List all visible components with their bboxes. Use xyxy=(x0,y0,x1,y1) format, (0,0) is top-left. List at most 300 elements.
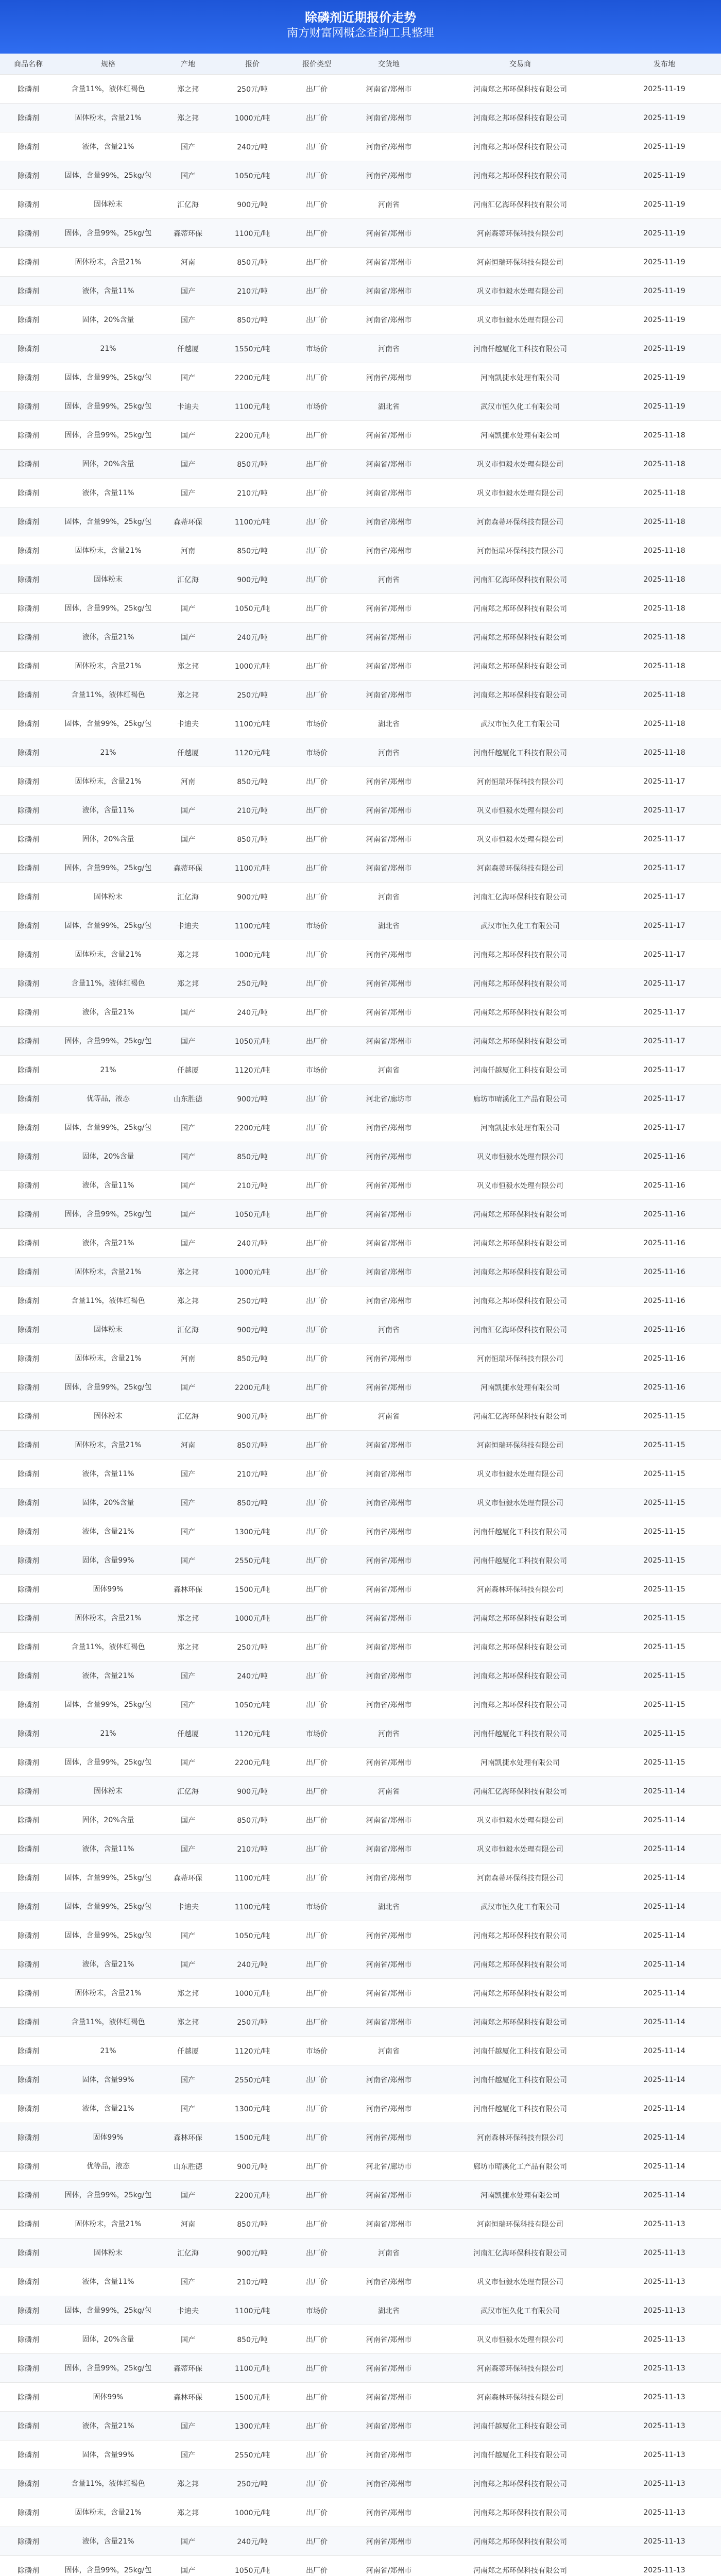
product-name-cell: 除磷剂 xyxy=(0,2181,57,2210)
spec-cell: 含量11%，液体红褐色 xyxy=(57,969,160,998)
table-body xyxy=(0,75,721,2576)
product-name-cell: 除磷剂 xyxy=(0,1431,57,1460)
dealer-cell: 河南郑之邦环保科技有限公司 xyxy=(433,1258,608,1286)
price-cell: 2200元/吨 xyxy=(216,363,288,392)
dealer-cell: 河南汇亿海环保科技有限公司 xyxy=(433,190,608,219)
delivery-cell: 河南省/郑州市 xyxy=(345,594,433,623)
table-row xyxy=(0,1027,721,1056)
delivery-cell: 湖北省 xyxy=(345,709,433,738)
delivery-cell: 河南省/郑州市 xyxy=(345,2527,433,2556)
table-row xyxy=(0,1142,721,1171)
price-type-cell: 出厂价 xyxy=(288,767,345,796)
table-row xyxy=(0,2210,721,2239)
date-cell: 2025-11-16 xyxy=(608,1373,721,1402)
dealer-cell: 河南森林环保科技有限公司 xyxy=(433,2383,608,2412)
origin-cell: 郑之邦 xyxy=(160,1604,216,1633)
dealer-cell: 武汉市恒久化工有限公司 xyxy=(433,911,608,940)
price-type-cell: 出厂价 xyxy=(288,2065,345,2094)
product-name-cell: 除磷剂 xyxy=(0,825,57,854)
table-row xyxy=(0,883,721,911)
origin-cell: 河南 xyxy=(160,1431,216,1460)
origin-cell: 国产 xyxy=(160,1027,216,1056)
product-name-cell: 除磷剂 xyxy=(0,1575,57,1604)
price-type-cell: 出厂价 xyxy=(288,1979,345,2008)
product-name-cell: 除磷剂 xyxy=(0,1690,57,1719)
dealer-cell: 巩义市恒毅水处理有限公司 xyxy=(433,1171,608,1200)
date-cell: 2025-11-14 xyxy=(608,2181,721,2210)
date-cell: 2025-11-19 xyxy=(608,161,721,190)
price-type-cell: 出厂价 xyxy=(288,1748,345,1777)
price-type-cell: 出厂价 xyxy=(288,1373,345,1402)
price-type-cell: 出厂价 xyxy=(288,1921,345,1950)
origin-cell: 国产 xyxy=(160,277,216,306)
product-name-cell: 除磷剂 xyxy=(0,2383,57,2412)
product-name-cell: 除磷剂 xyxy=(0,1892,57,1921)
delivery-cell: 河南省 xyxy=(345,1056,433,1084)
date-cell: 2025-11-16 xyxy=(608,1315,721,1344)
origin-cell: 国产 xyxy=(160,2441,216,2469)
spec-cell: 含量11%，液体红褐色 xyxy=(57,681,160,709)
origin-cell: 国产 xyxy=(160,1460,216,1488)
table-row xyxy=(0,1979,721,2008)
table-row xyxy=(0,623,721,652)
table-row xyxy=(0,1431,721,1460)
date-cell: 2025-11-19 xyxy=(608,334,721,363)
column-header: 交易商 xyxy=(433,54,608,75)
date-cell: 2025-11-17 xyxy=(608,1084,721,1113)
origin-cell: 国产 xyxy=(160,363,216,392)
spec-cell: 固体，含量99%，25kg/包 xyxy=(57,594,160,623)
spec-cell: 液体，含量21% xyxy=(57,132,160,161)
dealer-cell: 河南汇亿海环保科技有限公司 xyxy=(433,2239,608,2267)
date-cell: 2025-11-17 xyxy=(608,825,721,854)
spec-cell: 固体，含量99%，25kg/包 xyxy=(57,854,160,883)
spec-cell: 固体粉末，含量21% xyxy=(57,1431,160,1460)
price-cell: 210元/吨 xyxy=(216,277,288,306)
product-name-cell: 除磷剂 xyxy=(0,623,57,652)
dealer-cell: 河南郑之邦环保科技有限公司 xyxy=(433,1229,608,1258)
date-cell: 2025-11-19 xyxy=(608,363,721,392)
dealer-cell: 河南郑之邦环保科技有限公司 xyxy=(433,594,608,623)
origin-cell: 国产 xyxy=(160,1517,216,1546)
column-header: 报价 xyxy=(216,54,288,75)
dealer-cell: 河南郑之邦环保科技有限公司 xyxy=(433,2008,608,2037)
product-name-cell: 除磷剂 xyxy=(0,1315,57,1344)
delivery-cell: 河北省/廊坊市 xyxy=(345,1084,433,1113)
table-row xyxy=(0,2469,721,2498)
spec-cell: 固体粉末，含量21% xyxy=(57,1979,160,2008)
origin-cell: 国产 xyxy=(160,1662,216,1690)
dealer-cell: 武汉市恒久化工有限公司 xyxy=(433,392,608,421)
column-header: 商品名称 xyxy=(0,54,57,75)
dealer-cell: 河南森蒂环保科技有限公司 xyxy=(433,854,608,883)
price-cell: 1120元/吨 xyxy=(216,2037,288,2065)
delivery-cell: 河南省/郑州市 xyxy=(345,1546,433,1575)
origin-cell: 卡迪夫 xyxy=(160,1892,216,1921)
price-type-cell: 市场价 xyxy=(288,1892,345,1921)
table-row xyxy=(0,132,721,161)
dealer-cell: 河南森蒂环保科技有限公司 xyxy=(433,2354,608,2383)
date-cell: 2025-11-17 xyxy=(608,796,721,825)
price-cell: 1100元/吨 xyxy=(216,1892,288,1921)
table-row xyxy=(0,1373,721,1402)
date-cell: 2025-11-14 xyxy=(608,2037,721,2065)
delivery-cell: 河南省/郑州市 xyxy=(345,681,433,709)
product-name-cell: 除磷剂 xyxy=(0,998,57,1027)
origin-cell: 郑之邦 xyxy=(160,652,216,681)
delivery-cell: 河南省/郑州市 xyxy=(345,161,433,190)
origin-cell: 国产 xyxy=(160,1950,216,1979)
product-name-cell: 除磷剂 xyxy=(0,2412,57,2441)
spec-cell: 固体粉末，含量21% xyxy=(57,1604,160,1633)
delivery-cell: 河南省/郑州市 xyxy=(345,623,433,652)
dealer-cell: 河南凯捷水处理有限公司 xyxy=(433,2181,608,2210)
price-cell: 1500元/吨 xyxy=(216,1575,288,1604)
product-name-cell: 除磷剂 xyxy=(0,796,57,825)
table-row xyxy=(0,1748,721,1777)
date-cell: 2025-11-15 xyxy=(608,1460,721,1488)
spec-cell: 液体，含量21% xyxy=(57,623,160,652)
origin-cell: 郑之邦 xyxy=(160,2498,216,2527)
column-header: 产地 xyxy=(160,54,216,75)
table-row xyxy=(0,75,721,104)
price-type-cell: 出厂价 xyxy=(288,1662,345,1690)
delivery-cell: 河南省/郑州市 xyxy=(345,1488,433,1517)
dealer-cell: 河南郑之邦环保科技有限公司 xyxy=(433,75,608,104)
price-type-cell: 市场价 xyxy=(288,1056,345,1084)
price-cell: 210元/吨 xyxy=(216,796,288,825)
origin-cell: 汇亿海 xyxy=(160,1777,216,1806)
spec-cell: 液体，含量11% xyxy=(57,1835,160,1863)
origin-cell: 国产 xyxy=(160,306,216,334)
price-cell: 1100元/吨 xyxy=(216,2296,288,2325)
price-cell: 1050元/吨 xyxy=(216,1200,288,1229)
price-type-cell: 市场价 xyxy=(288,2037,345,2065)
origin-cell: 国产 xyxy=(160,1488,216,1517)
dealer-cell: 河南凯捷水处理有限公司 xyxy=(433,363,608,392)
spec-cell: 固体，含量99%，25kg/包 xyxy=(57,1921,160,1950)
date-cell: 2025-11-17 xyxy=(608,883,721,911)
date-cell: 2025-11-13 xyxy=(608,2441,721,2469)
price-type-cell: 出厂价 xyxy=(288,1113,345,1142)
spec-cell: 优等品，液态 xyxy=(57,2152,160,2181)
dealer-cell: 河南郑之邦环保科技有限公司 xyxy=(433,652,608,681)
date-cell: 2025-11-16 xyxy=(608,1286,721,1315)
dealer-cell: 河南仟越厦化工科技有限公司 xyxy=(433,1517,608,1546)
dealer-cell: 河南恒瑞环保科技有限公司 xyxy=(433,1344,608,1373)
delivery-cell: 河南省/郑州市 xyxy=(345,2267,433,2296)
price-cell: 1550元/吨 xyxy=(216,334,288,363)
product-name-cell: 除磷剂 xyxy=(0,1488,57,1517)
price-cell: 850元/吨 xyxy=(216,536,288,565)
spec-cell: 固体粉末，含量21% xyxy=(57,536,160,565)
date-cell: 2025-11-16 xyxy=(608,1229,721,1258)
price-cell: 1100元/吨 xyxy=(216,911,288,940)
product-name-cell: 除磷剂 xyxy=(0,536,57,565)
delivery-cell: 河南省/郑州市 xyxy=(345,1373,433,1402)
date-cell: 2025-11-18 xyxy=(608,479,721,507)
product-name-cell: 除磷剂 xyxy=(0,1662,57,1690)
product-name-cell: 除磷剂 xyxy=(0,1344,57,1373)
price-type-cell: 出厂价 xyxy=(288,1777,345,1806)
date-cell: 2025-11-14 xyxy=(608,1806,721,1835)
delivery-cell: 河南省/郑州市 xyxy=(345,2094,433,2123)
price-type-cell: 出厂价 xyxy=(288,623,345,652)
product-name-cell: 除磷剂 xyxy=(0,2267,57,2296)
dealer-cell: 河南郑之邦环保科技有限公司 xyxy=(433,1950,608,1979)
product-name-cell: 除磷剂 xyxy=(0,2065,57,2094)
price-type-cell: 出厂价 xyxy=(288,2008,345,2037)
table-row xyxy=(0,652,721,681)
delivery-cell: 河南省/郑州市 xyxy=(345,2354,433,2383)
origin-cell: 国产 xyxy=(160,1171,216,1200)
price-type-cell: 出厂价 xyxy=(288,2210,345,2239)
price-type-cell: 出厂价 xyxy=(288,565,345,594)
table-row xyxy=(0,709,721,738)
dealer-cell: 河南恒瑞环保科技有限公司 xyxy=(433,536,608,565)
price-type-cell: 出厂价 xyxy=(288,2469,345,2498)
table-row xyxy=(0,479,721,507)
table-row xyxy=(0,1690,721,1719)
price-cell: 850元/吨 xyxy=(216,2210,288,2239)
price-cell: 900元/吨 xyxy=(216,2239,288,2267)
date-cell: 2025-11-18 xyxy=(608,507,721,536)
product-name-cell: 除磷剂 xyxy=(0,334,57,363)
delivery-cell: 河南省 xyxy=(345,1315,433,1344)
table-row xyxy=(0,796,721,825)
spec-cell: 含量11%，液体红褐色 xyxy=(57,1633,160,1662)
table-row xyxy=(0,1056,721,1084)
price-type-cell: 出厂价 xyxy=(288,2325,345,2354)
delivery-cell: 河南省/郑州市 xyxy=(345,1921,433,1950)
delivery-cell: 河南省/郑州市 xyxy=(345,1604,433,1633)
spec-cell: 固体99% xyxy=(57,2123,160,2152)
spec-cell: 固体，20%含量 xyxy=(57,2325,160,2354)
table-row xyxy=(0,2065,721,2094)
origin-cell: 卡迪夫 xyxy=(160,2296,216,2325)
price-type-cell: 出厂价 xyxy=(288,2527,345,2556)
origin-cell: 卡迪夫 xyxy=(160,392,216,421)
origin-cell: 国产 xyxy=(160,450,216,479)
date-cell: 2025-11-18 xyxy=(608,565,721,594)
price-cell: 850元/吨 xyxy=(216,450,288,479)
delivery-cell: 河南省 xyxy=(345,2037,433,2065)
spec-cell: 固体，20%含量 xyxy=(57,306,160,334)
price-cell: 850元/吨 xyxy=(216,1806,288,1835)
table-row xyxy=(0,2441,721,2469)
price-cell: 240元/吨 xyxy=(216,1229,288,1258)
price-type-cell: 出厂价 xyxy=(288,681,345,709)
delivery-cell: 河南省 xyxy=(345,2239,433,2267)
product-name-cell: 除磷剂 xyxy=(0,421,57,450)
table-row xyxy=(0,1517,721,1546)
table-row xyxy=(0,1921,721,1950)
product-name-cell: 除磷剂 xyxy=(0,190,57,219)
dealer-cell: 巩义市恒毅水处理有限公司 xyxy=(433,1142,608,1171)
price-cell: 2550元/吨 xyxy=(216,2441,288,2469)
delivery-cell: 湖北省 xyxy=(345,392,433,421)
dealer-cell: 河南汇亿海环保科技有限公司 xyxy=(433,565,608,594)
spec-cell: 固体，含量99%，25kg/包 xyxy=(57,911,160,940)
spec-cell: 液体，含量21% xyxy=(57,998,160,1027)
table-row xyxy=(0,1546,721,1575)
product-name-cell: 除磷剂 xyxy=(0,883,57,911)
product-name-cell: 除磷剂 xyxy=(0,1373,57,1402)
price-type-cell: 出厂价 xyxy=(288,2498,345,2527)
dealer-cell: 巩义市恒毅水处理有限公司 xyxy=(433,306,608,334)
table-row xyxy=(0,536,721,565)
price-type-cell: 出厂价 xyxy=(288,2094,345,2123)
price-type-cell: 出厂价 xyxy=(288,450,345,479)
origin-cell: 郑之邦 xyxy=(160,1979,216,2008)
delivery-cell: 河南省/郑州市 xyxy=(345,421,433,450)
table-row xyxy=(0,1719,721,1748)
dealer-cell: 河南郑之邦环保科技有限公司 xyxy=(433,2527,608,2556)
delivery-cell: 河南省/郑州市 xyxy=(345,1950,433,1979)
price-cell: 900元/吨 xyxy=(216,1084,288,1113)
delivery-cell: 河南省/郑州市 xyxy=(345,1748,433,1777)
price-cell: 240元/吨 xyxy=(216,1950,288,1979)
spec-cell: 含量11%，液体红褐色 xyxy=(57,2469,160,2498)
column-header: 发布地 xyxy=(608,54,721,75)
spec-cell: 液体，含量11% xyxy=(57,1171,160,1200)
spec-cell: 液体，含量21% xyxy=(57,1517,160,1546)
product-name-cell: 除磷剂 xyxy=(0,1633,57,1662)
product-name-cell: 除磷剂 xyxy=(0,1950,57,1979)
origin-cell: 国产 xyxy=(160,2065,216,2094)
price-cell: 850元/吨 xyxy=(216,1431,288,1460)
table-row xyxy=(0,334,721,363)
product-name-cell: 除磷剂 xyxy=(0,306,57,334)
spec-cell: 固体，20%含量 xyxy=(57,825,160,854)
origin-cell: 郑之邦 xyxy=(160,1286,216,1315)
price-cell: 250元/吨 xyxy=(216,2008,288,2037)
spec-cell: 固体，含量99%，25kg/包 xyxy=(57,709,160,738)
origin-cell: 国产 xyxy=(160,2412,216,2441)
date-cell: 2025-11-19 xyxy=(608,392,721,421)
spec-cell: 固体99% xyxy=(57,2383,160,2412)
price-type-cell: 市场价 xyxy=(288,709,345,738)
origin-cell: 国产 xyxy=(160,1373,216,1402)
table-row xyxy=(0,2123,721,2152)
price-cell: 2200元/吨 xyxy=(216,1748,288,1777)
dealer-cell: 巩义市恒毅水处理有限公司 xyxy=(433,1835,608,1863)
price-type-cell: 市场价 xyxy=(288,2296,345,2325)
dealer-cell: 河南森林环保科技有限公司 xyxy=(433,1575,608,1604)
table-row xyxy=(0,507,721,536)
delivery-cell: 河南省/郑州市 xyxy=(345,940,433,969)
price-cell: 2550元/吨 xyxy=(216,1546,288,1575)
origin-cell: 国产 xyxy=(160,2325,216,2354)
origin-cell: 国产 xyxy=(160,161,216,190)
delivery-cell: 河南省 xyxy=(345,1777,433,1806)
dealer-cell: 河南恒瑞环保科技有限公司 xyxy=(433,2210,608,2239)
origin-cell: 国产 xyxy=(160,479,216,507)
dealer-cell: 巩义市恒毅水处理有限公司 xyxy=(433,479,608,507)
origin-cell: 卡迪夫 xyxy=(160,911,216,940)
column-header: 报价类型 xyxy=(288,54,345,75)
price-type-cell: 出厂价 xyxy=(288,2556,345,2576)
price-cell: 850元/吨 xyxy=(216,306,288,334)
spec-cell: 液体，含量21% xyxy=(57,2412,160,2441)
price-cell: 1050元/吨 xyxy=(216,1690,288,1719)
date-cell: 2025-11-15 xyxy=(608,1719,721,1748)
table-row xyxy=(0,2498,721,2527)
date-cell: 2025-11-13 xyxy=(608,2527,721,2556)
delivery-cell: 河南省/郑州市 xyxy=(345,2556,433,2576)
table-row xyxy=(0,1315,721,1344)
table-row xyxy=(0,2152,721,2181)
product-name-cell: 除磷剂 xyxy=(0,104,57,132)
price-type-cell: 出厂价 xyxy=(288,594,345,623)
date-cell: 2025-11-15 xyxy=(608,1662,721,1690)
origin-cell: 河南 xyxy=(160,536,216,565)
table-header-row xyxy=(0,54,721,75)
delivery-cell: 河南省/郑州市 xyxy=(345,2412,433,2441)
date-cell: 2025-11-18 xyxy=(608,450,721,479)
origin-cell: 河南 xyxy=(160,767,216,796)
price-cell: 900元/吨 xyxy=(216,190,288,219)
date-cell: 2025-11-18 xyxy=(608,421,721,450)
table-row xyxy=(0,1488,721,1517)
price-type-cell: 出厂价 xyxy=(288,998,345,1027)
spec-cell: 固体，含量99%，25kg/包 xyxy=(57,1027,160,1056)
dealer-cell: 廊坊市晴溪化工产品有限公司 xyxy=(433,1084,608,1113)
spec-cell: 液体，含量21% xyxy=(57,1229,160,1258)
price-cell: 1050元/吨 xyxy=(216,161,288,190)
product-name-cell: 除磷剂 xyxy=(0,1921,57,1950)
origin-cell: 国产 xyxy=(160,2181,216,2210)
dealer-cell: 巩义市恒毅水处理有限公司 xyxy=(433,2325,608,2354)
price-cell: 1120元/吨 xyxy=(216,1056,288,1084)
price-type-cell: 出厂价 xyxy=(288,2354,345,2383)
price-type-cell: 出厂价 xyxy=(288,2239,345,2267)
price-type-cell: 出厂价 xyxy=(288,161,345,190)
price-type-cell: 出厂价 xyxy=(288,2267,345,2296)
delivery-cell: 河南省/郑州市 xyxy=(345,219,433,248)
date-cell: 2025-11-19 xyxy=(608,132,721,161)
delivery-cell: 河南省/郑州市 xyxy=(345,2123,433,2152)
product-name-cell: 除磷剂 xyxy=(0,1748,57,1777)
table-row xyxy=(0,392,721,421)
dealer-cell: 巩义市恒毅水处理有限公司 xyxy=(433,825,608,854)
price-cell: 1100元/吨 xyxy=(216,709,288,738)
price-cell: 1300元/吨 xyxy=(216,2094,288,2123)
product-name-cell: 除磷剂 xyxy=(0,2123,57,2152)
price-type-cell: 出厂价 xyxy=(288,1315,345,1344)
price-type-cell: 出厂价 xyxy=(288,536,345,565)
date-cell: 2025-11-14 xyxy=(608,1892,721,1921)
product-name-cell: 除磷剂 xyxy=(0,450,57,479)
table-row xyxy=(0,1863,721,1892)
date-cell: 2025-11-16 xyxy=(608,1258,721,1286)
price-type-cell: 出厂价 xyxy=(288,883,345,911)
delivery-cell: 河南省/郑州市 xyxy=(345,652,433,681)
origin-cell: 郑之邦 xyxy=(160,1633,216,1662)
date-cell: 2025-11-13 xyxy=(608,2239,721,2267)
table-row xyxy=(0,1344,721,1373)
origin-cell: 郑之邦 xyxy=(160,1258,216,1286)
price-cell: 1000元/吨 xyxy=(216,652,288,681)
origin-cell: 森蒂环保 xyxy=(160,1863,216,1892)
price-cell: 240元/吨 xyxy=(216,2527,288,2556)
spec-cell: 固体，含量99%，25kg/包 xyxy=(57,1373,160,1402)
product-name-cell: 除磷剂 xyxy=(0,2152,57,2181)
price-cell: 1300元/吨 xyxy=(216,1517,288,1546)
dealer-cell: 河南凯捷水处理有限公司 xyxy=(433,1113,608,1142)
origin-cell: 河南 xyxy=(160,2210,216,2239)
origin-cell: 国产 xyxy=(160,594,216,623)
